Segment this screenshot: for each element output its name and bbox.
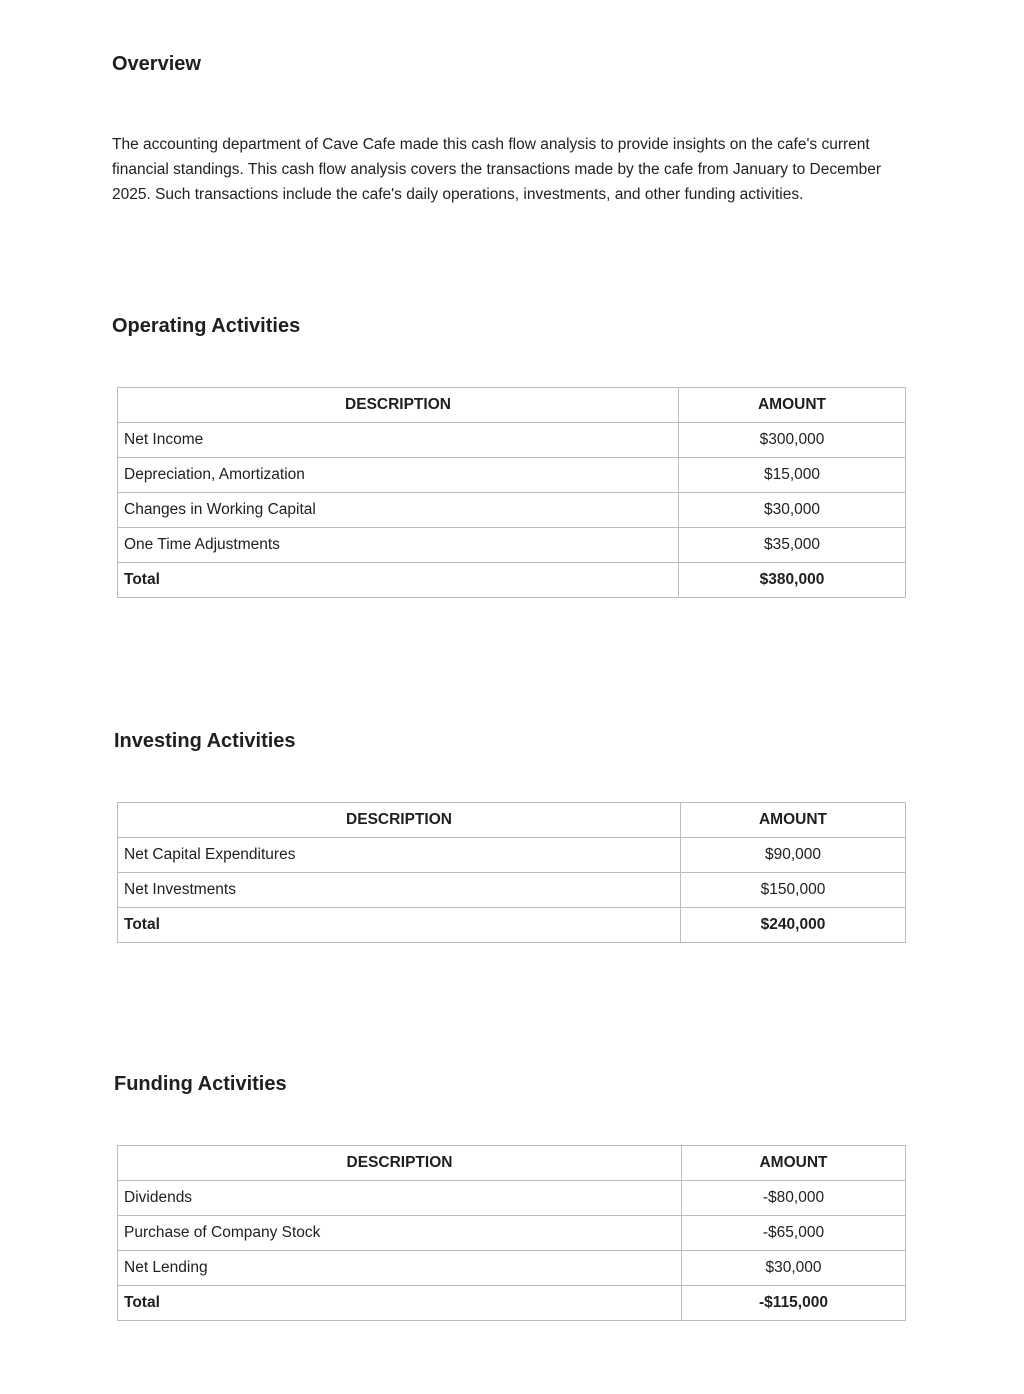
overview-heading: Overview — [112, 53, 201, 75]
row-amount: $35,000 — [679, 528, 906, 563]
row-description: Depreciation, Amortization — [118, 458, 679, 493]
amount-column-header: AMOUNT — [682, 1146, 906, 1181]
table-row — [118, 1216, 906, 1251]
table-row — [118, 873, 906, 908]
table-header-row — [118, 803, 906, 838]
total-amount: -$115,000 — [682, 1286, 906, 1321]
funding-activities-heading: Funding Activities — [114, 1073, 287, 1095]
total-label: Total — [118, 563, 679, 598]
total-row — [118, 1286, 906, 1321]
row-description: Purchase of Company Stock — [118, 1216, 682, 1251]
row-amount: $30,000 — [682, 1251, 906, 1286]
description-column-header: DESCRIPTION — [118, 388, 679, 423]
row-description: Changes in Working Capital — [118, 493, 679, 528]
table-row — [118, 838, 906, 873]
amount-column-header: AMOUNT — [681, 803, 906, 838]
row-amount: $300,000 — [679, 423, 906, 458]
row-amount: $30,000 — [679, 493, 906, 528]
table-row — [118, 458, 906, 493]
row-amount: -$80,000 — [682, 1181, 906, 1216]
total-row — [118, 908, 906, 943]
description-column-header: DESCRIPTION — [118, 803, 681, 838]
row-description: Net Income — [118, 423, 679, 458]
row-description: Dividends — [118, 1181, 682, 1216]
row-amount: $15,000 — [679, 458, 906, 493]
total-amount: $240,000 — [681, 908, 906, 943]
total-row — [118, 563, 906, 598]
row-description: Net Capital Expenditures — [118, 838, 681, 873]
row-amount: $90,000 — [681, 838, 906, 873]
table-row — [118, 1181, 906, 1216]
description-column-header: DESCRIPTION — [118, 1146, 682, 1181]
amount-column-header: AMOUNT — [679, 388, 906, 423]
operating-activities-table — [117, 387, 906, 598]
table-header-row — [118, 388, 906, 423]
operating-activities-heading: Operating Activities — [112, 315, 301, 337]
investing-activities-table — [117, 802, 906, 943]
table-row — [118, 423, 906, 458]
overview-paragraph: The accounting department of Cave Cafe made this cash flow analysis to provide insights on the cafe's current financial standings. This cash flow analysis covers the transactions made by the cafe from January to December 2025. Such transactions include the cafe's daily operations, investments, and other funding activities. — [112, 136, 882, 203]
row-amount: $150,000 — [681, 873, 906, 908]
row-amount: -$65,000 — [682, 1216, 906, 1251]
row-description: Net Lending — [118, 1251, 682, 1286]
table-row — [118, 528, 906, 563]
table-row — [118, 493, 906, 528]
row-description: Net Investments — [118, 873, 681, 908]
row-description: One Time Adjustments — [118, 528, 679, 563]
funding-activities-table — [117, 1145, 906, 1321]
total-amount: $380,000 — [679, 563, 906, 598]
investing-activities-heading: Investing Activities — [114, 730, 296, 752]
total-label: Total — [118, 1286, 682, 1321]
table-header-row — [118, 1146, 906, 1181]
table-row — [118, 1251, 906, 1286]
total-label: Total — [118, 908, 681, 943]
